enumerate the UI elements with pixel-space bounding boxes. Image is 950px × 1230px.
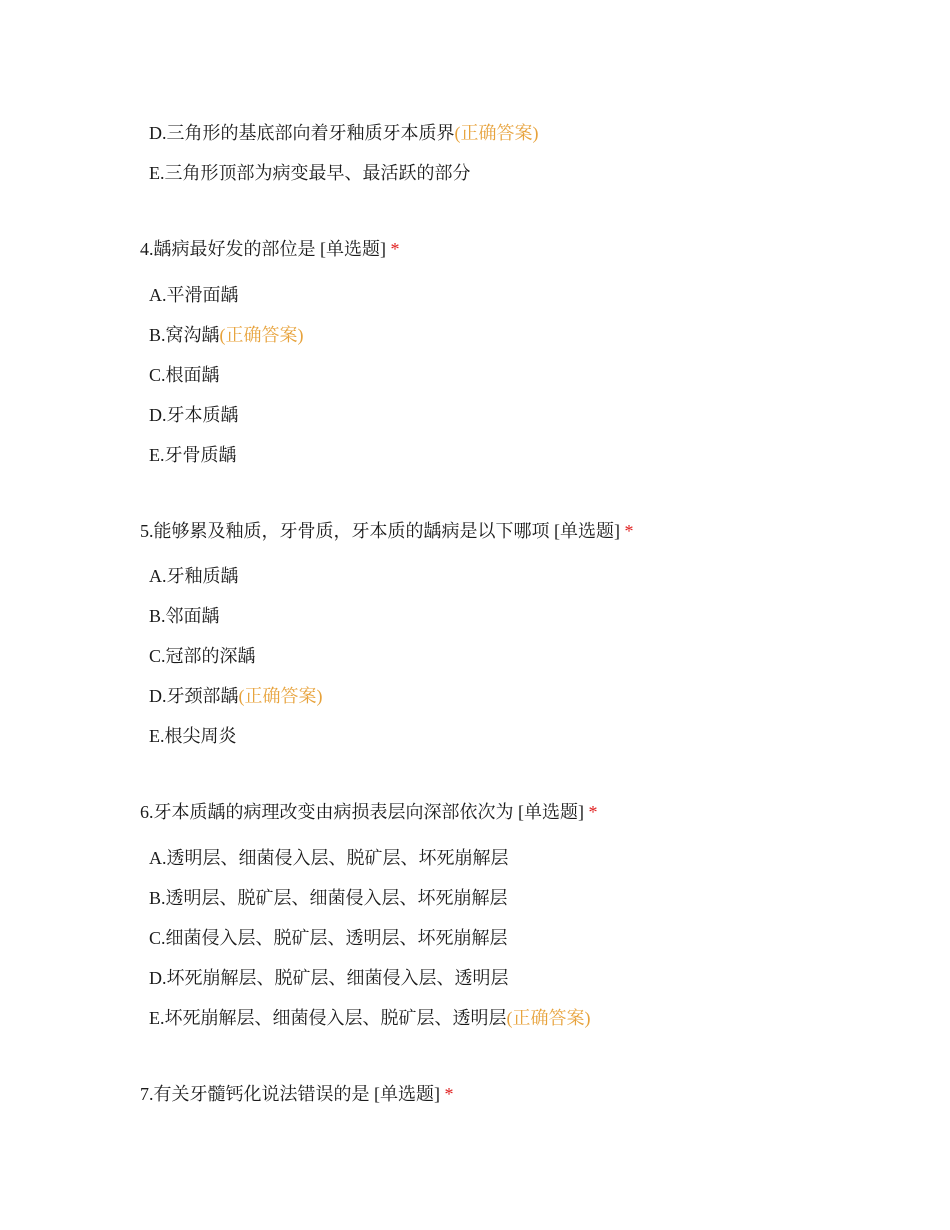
question-text: 4.龋病最好发的部位是 [单选题] [140,239,386,259]
option-text: E.三角形顶部为病变最早、最活跃的部分 [149,163,471,183]
option-text: A.透明层、细菌侵入层、脱矿层、坏死崩解层 [149,848,509,868]
option-q6-e [149,1006,591,1030]
correct-answer-tag: (正确答案) [219,325,304,345]
option-text: B.透明层、脱矿层、细菌侵入层、坏死崩解层 [149,888,508,908]
question-text: 5.能够累及釉质，牙骨质，牙本质的龋病是以下哪项 [单选题] [140,521,620,541]
question-title-5 [140,519,634,543]
option-text: C.细菌侵入层、脱矿层、透明层、坏死崩解层 [149,928,508,948]
question-title-6 [140,800,598,824]
option-text: C.根面龋 [149,365,220,385]
option-q4-c [149,363,220,387]
question-text: 7.有关牙髓钙化说法错误的是 [单选题] [140,1084,440,1104]
option-text: C.冠部的深龋 [149,646,256,666]
option-text: D.牙本质龋 [149,405,239,425]
correct-answer-tag: (正确答案) [238,686,323,706]
question-text: 6.牙本质龋的病理改变由病损表层向深部依次为 [单选题] [140,802,584,822]
option-text: A.牙釉质龋 [149,566,239,586]
option-q6-d [149,966,509,990]
option-q5-d [149,684,323,708]
option-q4-b [149,323,304,347]
option-q6-a [149,846,509,870]
option-q5-a [149,564,239,588]
option-text: B.邻面龋 [149,606,220,626]
option-q4-e [149,443,237,467]
option-text: B.窝沟龋 [149,325,220,345]
option-q6-c [149,926,508,950]
required-mark: * [444,1084,454,1104]
option-q4-a [149,283,239,307]
option-q3-d [149,121,539,145]
question-title-7 [140,1082,454,1106]
correct-answer-tag: (正确答案) [506,1008,591,1028]
required-mark: * [588,802,598,822]
option-q5-b [149,604,220,628]
option-text: E.牙骨质龋 [149,445,237,465]
option-q5-e [149,724,237,748]
option-q5-c [149,644,256,668]
option-text: D.坏死崩解层、脱矿层、细菌侵入层、透明层 [149,968,509,988]
option-text: E.根尖周炎 [149,726,237,746]
option-q3-e [149,161,471,185]
required-mark: * [624,521,634,541]
option-q4-d [149,403,239,427]
option-text: E.坏死崩解层、细菌侵入层、脱矿层、透明层 [149,1008,507,1028]
option-text: D.三角形的基底部向着牙釉质牙本质界 [149,123,455,143]
option-q6-b [149,886,508,910]
option-text: D.牙颈部龋 [149,686,239,706]
question-title-4 [140,237,400,261]
required-mark: * [390,239,400,259]
option-text: A.平滑面龋 [149,285,239,305]
correct-answer-tag: (正确答案) [454,123,539,143]
